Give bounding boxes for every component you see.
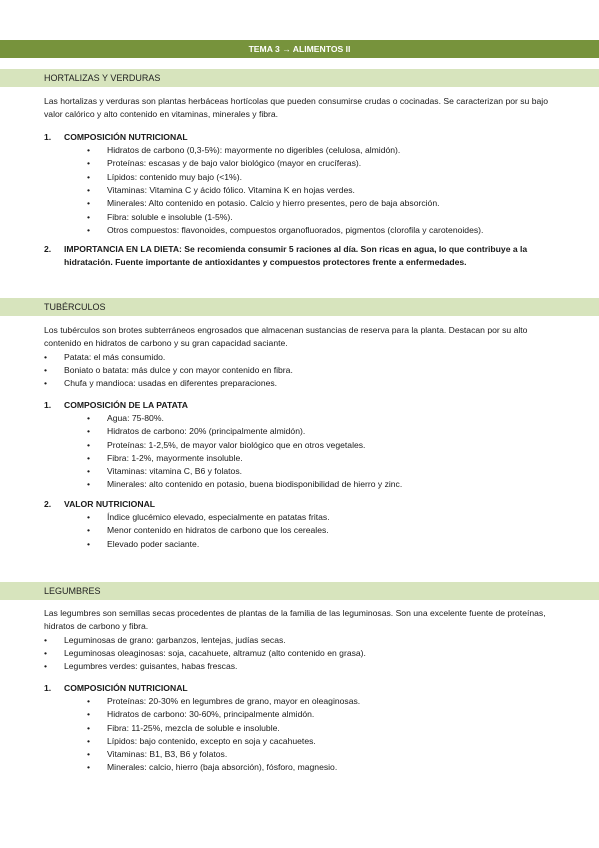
bullet-item: • Menor contenido en hidratos de carbono que los cereales. [87,524,564,537]
numbered-list [44,682,564,775]
bullet-item: • Leguminosas oleaginosas: soja, cacahuete, altramuz (alto contenido en grasa). [44,647,564,660]
item-number: 1. [44,682,52,693]
bullet-item: • Vitaminas: vitamina C, B6 y folatos. [87,465,564,478]
bullet-item: • Legumbres verdes: guisantes, habas frescas. [44,660,564,673]
bullet-item: • Agua: 75-80%. [87,412,564,425]
bullet-item: • Otros compuestos: flavonoides, compuestos organofluorados, pigmentos (clorofila y carotenoides). [87,224,564,237]
bullet-item: • Minerales: alto contenido en potasio, buena biodisponibilidad de hierro y zinc. [87,478,564,491]
bullet-item: • Proteínas: escasas y de bajo valor biológico (mayor en crucíferas). [87,157,564,170]
section-heading-tuberculos: TUBÉRCULOS [0,298,599,316]
item-number: 1. [44,399,52,410]
bullet-list [64,144,564,237]
list-item [44,243,564,270]
list-item [44,682,564,775]
bullet-list [44,351,564,391]
bullet-item: • Elevado poder saciante. [87,538,564,551]
bullet-item: • Fibra: soluble e insoluble (1-5%). [87,211,564,224]
item-number: 2. [44,498,52,509]
item-heading: COMPOSICIÓN NUTRICIONAL [64,682,188,693]
section-heading-hortalizas: HORTALIZAS Y VERDURAS [0,69,599,87]
bullet-item: • Vitaminas: Vitamina C y ácido fólico. Vitamina K en hojas verdes. [87,184,564,197]
section-body-hortalizas [44,95,564,270]
numbered-list [44,131,564,270]
item-heading: VALOR NUTRICIONAL [64,498,156,509]
bullet-item: • Proteínas: 20-30% en legumbres de grano, mayor en oleaginosas. [87,695,564,708]
item-paragraph: IMPORTANCIA EN LA DIETA: Se recomienda consumir 5 raciones al día. Son ricas en agua, lo que contribuye a la hidratación. Fuente importante de antioxidantes y compuestos protectores frente a enfermedades. [64,244,528,268]
bullet-list [64,511,564,551]
list-item [44,131,564,238]
item-number: 2. [44,244,52,255]
bullet-item: • Minerales: Alto contenido en potasio. Calcio y hierro presentes, pero de baja absorción. [87,197,564,210]
bullet-item: • Chufa y mandioca: usadas en diferentes preparaciones. [44,377,564,390]
bullet-list [44,634,564,674]
bullet-item: • Índice glucémico elevado, especialmente en patatas fritas. [87,511,564,524]
intro-paragraph: Las hortalizas y verduras son plantas herbáceas hortícolas que pueden consumirse crudas o cocinadas. Se caracterizan por su bajo valor calórico y alto contenido en vitaminas, minerales y fibra. [44,96,548,120]
bullet-item: • Hidratos de carbono: 20% (principalmente almidón). [87,425,564,438]
page-title: TEMA 3 → ALIMENTOS II [0,40,599,58]
bullet-item: • Hidratos de carbono: 30-60%, principalmente almidón. [87,708,564,721]
item-number: 1. [44,131,52,142]
list-item [44,498,564,551]
bullet-item: • Vitaminas: B1, B3, B6 y folatos. [87,748,564,761]
bullet-item: • Patata: el más consumido. [44,351,564,364]
item-heading: COMPOSICIÓN DE LA PATATA [64,399,188,410]
bullet-item: • Minerales: calcio, hierro (baja absorción), fósforo, magnesio. [87,761,564,774]
bullet-item: • Hidratos de carbono (0,3-5%): mayormente no digeribles (celulosa, almidón). [87,144,564,157]
item-heading: COMPOSICIÓN NUTRICIONAL [64,131,188,142]
bullet-item: • Proteínas: 1-2,5%, de mayor valor biológico que en otros vegetales. [87,439,564,452]
section-body-tuberculos [44,324,564,551]
bullet-item: • Fibra: 11-25%, mezcla de soluble e insoluble. [87,722,564,735]
bullet-item: • Fibra: 1-2%, mayormente insoluble. [87,452,564,465]
bullet-item: • Lípidos: contenido muy bajo (<1%). [87,171,564,184]
intro-paragraph: Las legumbres son semillas secas procedentes de plantas de la familia de las leguminosas. Son una excelente fuente de proteínas, hidratos de carbono y fibra. [44,608,546,632]
section-heading-legumbres: LEGUMBRES [0,582,599,600]
intro-paragraph: Los tubérculos son brotes subterráneos engrosados que almacenan sustancias de reserva para la planta. Destacan por su alto contenido en hidratos de carbono y su gran capacidad saciante. [44,325,528,349]
list-item [44,399,564,492]
bullet-item: • Boniato o batata: más dulce y con mayor contenido en fibra. [44,364,564,377]
bullet-item: • Lípidos: bajo contenido, excepto en soja y cacahuetes. [87,735,564,748]
section-body-legumbres [44,607,564,775]
bullet-list [64,695,564,775]
bullet-list [64,412,564,492]
numbered-list [44,399,564,551]
bullet-item: • Leguminosas de grano: garbanzos, lentejas, judías secas. [44,634,564,647]
